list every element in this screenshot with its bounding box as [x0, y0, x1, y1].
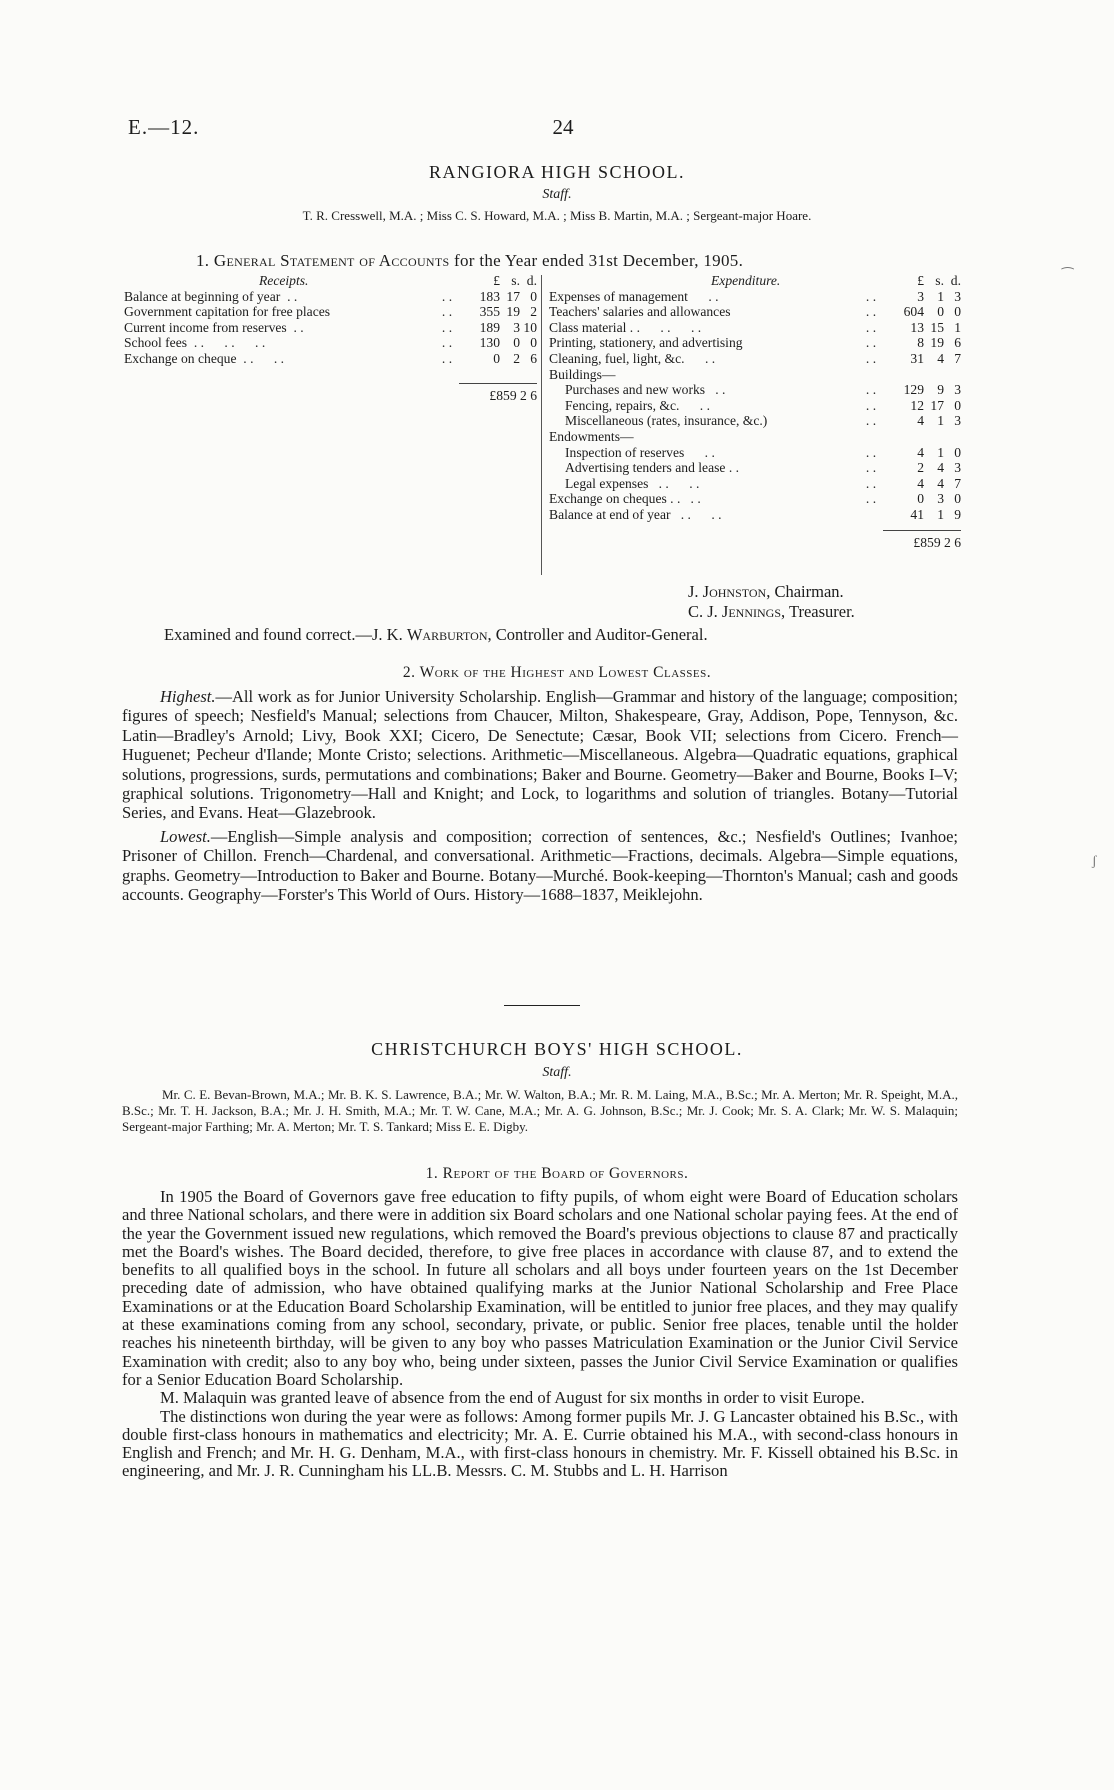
account-row — [549, 413, 961, 429]
margin-mark: ⁀ — [1062, 269, 1074, 284]
account-label-text: Government capitation for free places — [124, 304, 331, 320]
account-label — [549, 335, 856, 351]
amount-pounds: 183 — [479, 288, 500, 304]
amount-pounds: 41 — [910, 506, 924, 522]
col-head-shillings: s. — [935, 273, 944, 288]
account-amount — [886, 304, 961, 320]
leader-dots: . . . . — [648, 475, 700, 491]
account-label — [549, 476, 856, 492]
leader-dots: . . — [865, 304, 877, 320]
account-row — [549, 351, 961, 367]
amount-shillings: 15 — [930, 319, 944, 335]
rangiora-staff-label: Staff. — [542, 187, 572, 202]
signature-treasurer — [688, 602, 855, 622]
examined-pre: Examined and found correct.—J. K. — [164, 625, 403, 644]
account-label — [549, 429, 856, 445]
governors-report — [122, 1188, 958, 1481]
account-row — [124, 320, 537, 336]
signature-name: C. J. Jennings, — [688, 602, 786, 621]
amount-pounds: 3 — [917, 288, 924, 304]
expenditure-col-heads — [886, 273, 961, 289]
report-paragraph: M. Malaquin was granted leave of absence from the end of August for six months in order to visit Europe. — [160, 1388, 865, 1408]
amount-pounds: 8 — [917, 335, 924, 351]
col-head-pence: d. — [526, 273, 537, 288]
receipts-col-heads — [462, 273, 537, 289]
amount-pounds: 13 — [910, 319, 924, 335]
accounts-heading-num: 1. — [196, 251, 210, 270]
amount-pence: 3 — [954, 413, 961, 429]
account-label — [124, 304, 432, 320]
col-head-pounds: £ — [493, 273, 500, 288]
account-label-text: Balance at beginning of year — [124, 288, 281, 304]
account-label-text: Endowments— — [549, 428, 634, 444]
account-label-text: Printing, stationery, and advertising — [549, 335, 743, 351]
account-label — [549, 351, 856, 367]
lowest-label: Lowest. — [160, 826, 211, 846]
amount-shillings — [924, 429, 944, 445]
col-head-pence: d. — [950, 273, 961, 288]
account-amount — [886, 460, 961, 476]
report-heading: 1. Report of the Board of Governors. — [425, 1165, 689, 1182]
leader-dots: . . — [865, 444, 877, 460]
account-label — [549, 460, 856, 476]
amount-pence: 6 — [530, 350, 537, 366]
account-label-text: Purchases and new works — [565, 382, 706, 398]
account-row — [549, 367, 961, 383]
amount-pounds: 130 — [479, 335, 500, 351]
account-amount — [462, 335, 537, 351]
amount-pence: 0 — [954, 491, 961, 507]
amount-shillings: 2 — [513, 350, 520, 366]
signature-block — [688, 582, 855, 622]
account-row — [124, 304, 537, 320]
amount-shillings: 4 — [937, 350, 944, 366]
account-label-text: Cleaning, fuel, light, &c. — [549, 350, 685, 366]
leader-dots: . . — [684, 444, 715, 460]
leader-dots: . . — [865, 288, 877, 304]
account-amount — [886, 476, 961, 492]
account-row — [124, 335, 537, 351]
account-row — [549, 507, 961, 523]
account-amount — [462, 351, 537, 367]
amount-pence: 7 — [954, 350, 961, 366]
amount-shillings: 1 — [937, 444, 944, 460]
highest-text: —All work as for Junior University Scholarship. English—Grammar and history of the language; composition; figures of speech; Nesfield's Manual; selections from Chaucer, Milton, Shakespeare, Gray, Addison, Pope, Tennyson, &c. Latin—Bradley's Arnold; Livy, Book XXI; Cicero, De Senectute; Cæsar, Book VII; selections from Cicero. French—Huguenet; Pecheur d'Ilande; Monte Cristo; selections. Arithmetic—Miscellaneous. Algebra—Quadratic equations, graphical solutions, progressions, surds, permutations and combinations; Baker and Bourne. Geometry—Baker and Bourne, Books I–V; graphical solutions. Trigonometry—Hall and Knight; and Lock, to logarithms and solution of triangles. Botany—Tutorial Series, and Evans. Heat—Glazebrook. — [122, 687, 958, 823]
amount-pounds: 604 — [903, 304, 924, 320]
amount-pence: 9 — [954, 506, 961, 522]
account-row — [549, 445, 961, 461]
amount-pounds: 189 — [479, 319, 500, 335]
leader-dots: . . — [865, 397, 877, 413]
report-paragraph: The distinctions won during the year were as follows: Among former pupils Mr. J. G Lancaster obtained his B.Sc., with double first-class honours in mathematics and electricity; Mr. A. E. Currie obtained his M.A., with second-class honours in English and French; and Mr. H. G. Denham, M.A., with first-class honours in chemistry. Mr. F. Kissell obtained his B.Sc. in engineering, and Mr. J. R. Cunningham his LL.B. Messrs. C. M. Stubbs and L. H. Harrison — [122, 1406, 958, 1481]
account-label — [549, 382, 856, 398]
account-amount — [886, 320, 961, 336]
accounts-divider — [541, 275, 542, 575]
highest-paragraph — [122, 687, 958, 823]
account-label — [549, 367, 856, 383]
signature-chairman — [688, 582, 855, 602]
account-row — [124, 289, 537, 305]
account-label — [549, 320, 856, 336]
receipts-table — [124, 273, 537, 403]
expenditure-total: £859 2 6 — [883, 530, 961, 546]
account-label-text: Legal expenses — [565, 475, 649, 491]
account-amount — [886, 413, 961, 429]
rangiora-title: RANGIORA HIGH SCHOOL. — [428, 162, 685, 182]
expenditure-table — [549, 273, 961, 550]
col-head-shillings: s. — [511, 273, 520, 288]
account-row — [549, 398, 961, 414]
amount-pence: 2 — [530, 304, 537, 320]
account-amount — [886, 429, 961, 445]
amount-pounds: 129 — [903, 382, 924, 398]
amount-shillings: 1 — [937, 288, 944, 304]
account-amount — [886, 367, 961, 383]
leader-dots: . . — [687, 288, 719, 304]
account-label-text: Fencing, repairs, &c. — [565, 397, 680, 413]
amount-pence: 6 — [954, 335, 961, 351]
account-amount — [462, 304, 537, 320]
signature-name: J. Johnston, — [688, 582, 771, 601]
account-label-text: Buildings— — [549, 366, 616, 382]
amount-shillings: 3 — [513, 319, 520, 335]
account-label-text: Teachers' salaries and allowances — [549, 304, 731, 320]
amount-pounds — [886, 429, 924, 445]
account-amount — [886, 382, 961, 398]
rangiora-staff: T. R. Cresswell, M.A. ; Miss C. S. Howard, M.A. ; Miss B. Martin, M.A. ; Sergeant-major Hoare. — [302, 208, 812, 223]
lowest-paragraph — [122, 827, 958, 905]
leader-dots: . . — [441, 288, 453, 304]
account-label — [124, 335, 432, 351]
account-row — [549, 304, 961, 320]
leader-dots: . . — [865, 475, 877, 491]
account-label-text: School fees — [124, 335, 188, 351]
leader-dots: . . — [679, 397, 710, 413]
amount-pounds: 0 — [493, 350, 500, 366]
amount-pounds: 4 — [917, 444, 924, 460]
amount-shillings: 19 — [930, 335, 944, 351]
account-amount — [886, 507, 961, 523]
account-label — [549, 507, 856, 523]
leader-dots: . . — [286, 319, 304, 335]
amount-shillings: 17 — [930, 397, 944, 413]
leader-dots: . . — [684, 350, 716, 366]
amount-pence: 10 — [523, 319, 537, 335]
account-row — [549, 491, 961, 507]
leader-dots: . . — [865, 335, 877, 351]
account-label — [549, 491, 856, 507]
leader-dots: . . — [865, 319, 877, 335]
account-row — [124, 351, 537, 367]
account-label-text: Exchange on cheques . . — [549, 491, 681, 507]
receipts-heading: Receipts. — [259, 273, 309, 288]
amount-pounds: 355 — [479, 304, 500, 320]
account-amount — [886, 445, 961, 461]
amount-pence: 0 — [954, 397, 961, 413]
christchurch-title: CHRISTCHURCH BOYS' HIGH SCHOOL. — [371, 1039, 743, 1059]
examined-line — [164, 625, 708, 645]
leader-dots: . . — [680, 491, 701, 507]
col-head-pounds: £ — [917, 273, 924, 288]
amount-pence: 3 — [954, 460, 961, 476]
account-row — [549, 335, 961, 351]
signature-role: Treasurer. — [788, 602, 855, 621]
leader-dots — [856, 367, 886, 383]
account-label — [549, 289, 856, 305]
account-label-text: Current income from reserves — [124, 319, 287, 335]
amount-pence: 0 — [954, 444, 961, 460]
lowest-text: —English—Simple analysis and composition; correction of sentences, &c.; Nesfield's Outlines; Ivanhoe; Prisoner of Chillon. French—Chardenal, and conversational. Arithmetic—Fractions, decimals. Algebra—Simple equations, graphs. Geometry—Introduction to Baker and Bourne. Botany—Murché. Book-keeping—Thornton's Manual; cash and goods accounts. Geography—Forster's This World of Ours. History—1688–1837, Meiklejohn. — [122, 826, 958, 905]
account-amount — [886, 351, 961, 367]
leader-dots: . . — [441, 350, 453, 366]
christchurch-staff: Mr. C. E. Bevan-Brown, M.A.; Mr. B. K. S. Lawrence, B.A.; Mr. W. Walton, B.A.; Mr. R. M. Laing, M.A., B.Sc.; Mr. A. Merton; Mr. R. Speight, M.A., B.Sc.; Mr. T. H. Jackson, B.A.; Mr. J. H. Smith, M.A.; Mr. T. W. Cane, M.A.; Mr. A. G. Johnson, B.Sc.; Mr. J. Cook; Mr. S. A. Clark; Mr. W. S. Malaquin; Sergeant-major Farthing; Mr. A. Merton; Mr. T. S. Tankard; Miss E. E. Digby. — [122, 1087, 958, 1134]
account-label-text: Exchange on cheque — [124, 350, 237, 366]
leader-dots: . . — [441, 319, 453, 335]
expenditure-rows — [549, 289, 961, 523]
account-label-text: Miscellaneous (rates, insurance, &c.) — [565, 413, 768, 429]
account-label — [124, 351, 432, 367]
amount-pence: 7 — [954, 475, 961, 491]
account-label-text: Expenses of management — [549, 288, 688, 304]
amount-pence: 3 — [954, 382, 961, 398]
auditor-name: Warburton, — [406, 625, 492, 644]
account-row — [549, 289, 961, 305]
account-amount — [462, 320, 537, 336]
account-label-text: Advertising tenders and lease . . — [565, 460, 740, 476]
amount-pounds: 2 — [917, 460, 924, 476]
account-row — [549, 476, 961, 492]
amount-shillings: 4 — [937, 460, 944, 476]
accounts-heading-rest: for the Year ended 31st December, 1905. — [454, 251, 744, 270]
christchurch-staff-label: Staff. — [542, 1065, 572, 1080]
accounts-heading-caps: General Statement of Accounts — [213, 251, 450, 270]
amount-pounds: 12 — [910, 397, 924, 413]
account-label-text: Balance at end of year — [549, 506, 671, 522]
leader-dots: . . — [865, 350, 877, 366]
amount-shillings: 17 — [506, 288, 520, 304]
leader-dots: . . . . — [639, 319, 702, 335]
account-row — [549, 382, 961, 398]
page-number: 24 — [552, 115, 574, 139]
accounts-heading — [196, 251, 743, 271]
leader-dots: . . — [865, 491, 877, 507]
amount-shillings: 9 — [937, 382, 944, 398]
amount-shillings: 0 — [937, 304, 944, 320]
section-divider — [504, 1005, 580, 1006]
amount-pence — [944, 367, 961, 383]
amount-shillings: 0 — [513, 335, 520, 351]
leader-dots: . . — [441, 335, 453, 351]
leader-dots: . . — [865, 413, 877, 429]
account-label — [124, 289, 432, 305]
amount-shillings: 19 — [506, 304, 520, 320]
amount-pounds: 4 — [917, 413, 924, 429]
amount-pounds: 0 — [917, 491, 924, 507]
amount-shillings: 1 — [937, 413, 944, 429]
account-label — [549, 398, 856, 414]
account-label — [549, 413, 856, 429]
account-amount — [886, 398, 961, 414]
document-reference: E.—12. — [128, 115, 200, 139]
amount-pence: 0 — [954, 304, 961, 320]
leader-dots: . . — [865, 460, 877, 476]
leader-dots — [856, 507, 886, 523]
amount-pence: 3 — [954, 288, 961, 304]
signature-role: Chairman. — [774, 582, 844, 601]
examined-post: Controller and Auditor-General. — [495, 625, 708, 644]
account-label — [549, 304, 856, 320]
account-amount — [886, 289, 961, 305]
report-paragraph: In 1905 the Board of Governors gave free education to fifty pupils, of whom eight were Board of Education scholars and three National scholars, and there were in addition six Board scholars and one National scholar paying fees. At the end of the year the Government issued new regulations, which removed the Board's previous objections to clause 87 and practically met the Board's wishes. The Board decided, therefore, to give free places in accordance with clause 87, and to extend the benefits to all qualified boys in the school. In future all scholars and all boys under fourteen years on the 1st December preceding date of admission, who have obtained qualifying marks at the Junior National Scholarship and Free Place Examinations or at the Education Board Scholarship Examination, will be entitled to junior free places, and they may qualify at these examinations coming from any school, secondary, private, or public. Senior free places, tenable until the holder reaches his nineteenth birthday, will be given to any boy who passes Matriculation Examination or the Junior Civil Service Examination with credit; also to any boy who, being under sixteen, passes the Junior Civil Service Examination or qualifies for a Senior Education Board Scholarship. — [122, 1187, 958, 1389]
account-row — [549, 460, 961, 476]
leader-dots: . . — [705, 382, 726, 398]
amount-shillings: 3 — [937, 491, 944, 507]
amount-pence — [944, 429, 961, 445]
leader-dots: . . — [280, 288, 298, 304]
leader-dots: . . . . . . — [187, 335, 266, 351]
account-row — [549, 320, 961, 336]
amount-shillings: 4 — [937, 475, 944, 491]
account-label-text: Inspection of reserves — [565, 444, 685, 460]
amount-pence: 0 — [530, 335, 537, 351]
account-row — [549, 429, 961, 445]
account-label — [124, 320, 432, 336]
amount-pounds: 4 — [917, 475, 924, 491]
leader-dots — [856, 429, 886, 445]
amount-pence: 0 — [530, 288, 537, 304]
leader-dots: . . — [865, 382, 877, 398]
amount-shillings: 1 — [937, 506, 944, 522]
work-heading: 2. Work of the Highest and Lowest Classes. — [402, 664, 712, 681]
amount-pence: 1 — [954, 319, 961, 335]
amount-shillings — [924, 367, 944, 383]
margin-mark: ʃ — [1092, 854, 1097, 869]
classes-body — [122, 687, 958, 904]
expenditure-heading: Expenditure. — [711, 273, 781, 288]
account-amount — [886, 335, 961, 351]
amount-pounds: 31 — [910, 350, 924, 366]
receipts-rows — [124, 289, 537, 367]
leader-dots: . . — [441, 304, 453, 320]
highest-label: Highest. — [160, 687, 216, 706]
receipts-total: £859 2 6 — [459, 383, 537, 399]
account-label-text: Class material . . — [549, 319, 640, 335]
account-amount — [886, 491, 961, 507]
account-label — [549, 445, 856, 461]
leader-dots: . . . . — [670, 506, 722, 522]
account-amount — [462, 289, 537, 305]
leader-dots: . . . . — [236, 350, 285, 366]
amount-pounds — [886, 367, 924, 383]
